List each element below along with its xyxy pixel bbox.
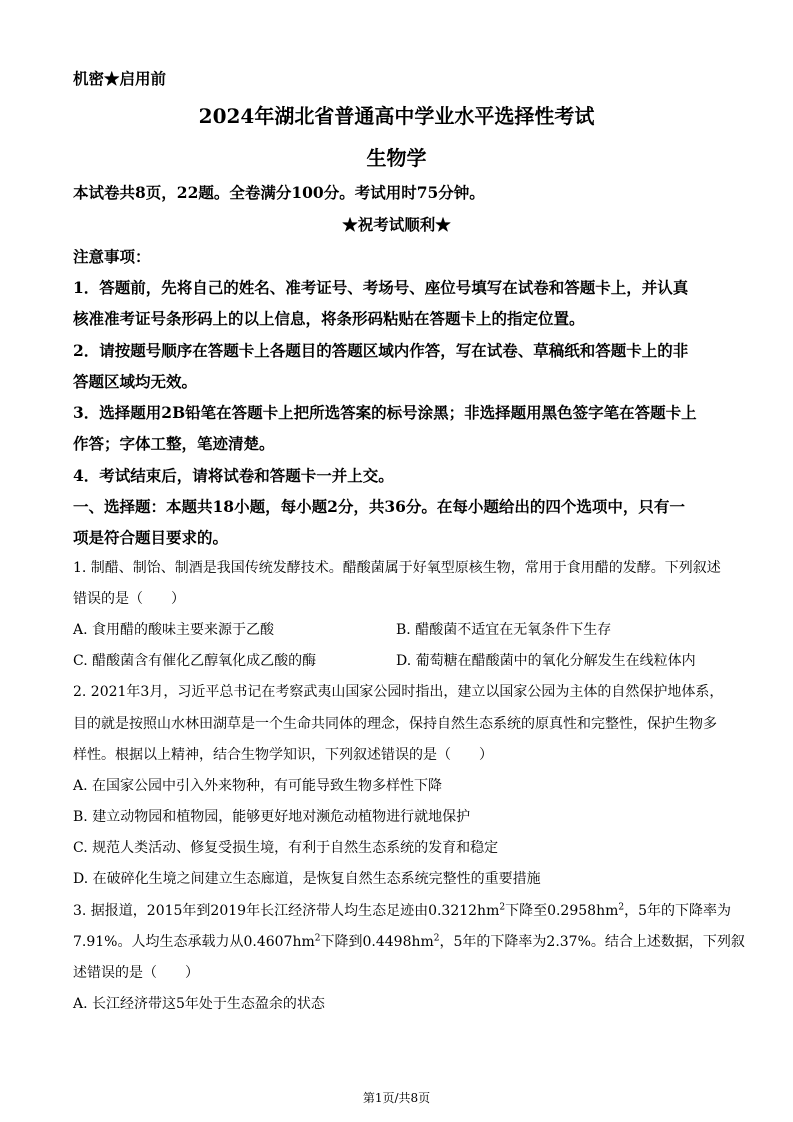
question-1-option-c: C. 醋酸菌含有催化乙醇氧化成乙酸的酶 xyxy=(73,653,317,669)
notice-item-3: 3．选择题用2B铅笔在答题卡上把所选答案的标号涂黑；非选择题用黑色签字笔在答题卡上 xyxy=(73,403,697,422)
q3-text-1: 3. 据报道，2015年到2019年长江经济带人均生态足迹由0.3212hm xyxy=(73,903,500,919)
question-3-stem-cont xyxy=(73,931,745,951)
superscript-2: 2 xyxy=(499,902,506,913)
question-2-stem: 2. 2021年3月，习近平总书记在考察武夷山国家公园时指出，建立以国家公园为主体的自然保护地体系， xyxy=(73,684,724,700)
notice-item-2: 2．请按题号顺序在答题卡上各题目的答题区域内作答，写在试卷、草稿纸和答题卡上的非 xyxy=(73,341,689,360)
question-1-stem: 1. 制醋、制饴、制酒是我国传统发酵技术。醋酸菌属于好氧型原核生物，常用于食用醋的发酵。下列叙述 xyxy=(73,560,721,576)
question-1-option-b: B. 醋酸菌不适宜在无氧条件下生存 xyxy=(396,622,612,638)
notice-item-4: 4．考试结束后，请将试卷和答题卡一并上交。 xyxy=(73,466,394,485)
confidential-label: 机密★启用前 xyxy=(73,69,167,88)
q3-text-4: 7.91%。人均生态承载力从0.4607hm xyxy=(73,934,315,950)
superscript-2: 2 xyxy=(618,902,625,913)
question-2-option-d: D. 在破碎化生境之间建立生态廊道，是恢复自然生态系统完整性的重要措施 xyxy=(73,871,541,887)
question-1-stem-cont: 错误的是（ ） xyxy=(73,591,185,607)
page-footer: 第1页/共8页 xyxy=(362,1091,431,1105)
section-heading: 一、选择题：本题共18小题，每小题2分，共36分。在每小题给出的四个选项中，只有一 xyxy=(73,497,685,516)
good-luck-line: ★祝考试顺利★ xyxy=(342,215,451,234)
question-3-option-a: A. 长江经济带这5年处于生态盈余的状态 xyxy=(73,996,325,1012)
question-1-option-a: A. 食用醋的酸味主要来源于乙酸 xyxy=(73,622,275,638)
question-2-option-b: B. 建立动物园和植物园，能够更好地对濒危动植物进行就地保护 xyxy=(73,809,471,825)
q3-text-6: ，5年的下降率为2.37%。结合上述数据，下列叙 xyxy=(439,934,745,950)
notice-item-1-cont: 核准准考证号条形码上的以上信息，将条形码粘贴在答题卡上的指定位置。 xyxy=(73,309,585,328)
superscript-2: 2 xyxy=(314,933,321,944)
q3-text-5: 下降到0.4498hm xyxy=(320,934,434,950)
superscript-2: 2 xyxy=(433,933,440,944)
question-2-stem-cont: 目的就是按照山水林田湖草是一个生命共同体的理念，保持自然生态系统的原真性和完整性，保护生物多 xyxy=(73,716,717,732)
notice-item-2-cont: 答题区域均无效。 xyxy=(73,372,198,391)
question-3-stem xyxy=(73,900,731,920)
question-2-option-a: A. 在国家公园中引入外来物种，有可能导致生物多样性下降 xyxy=(73,778,443,794)
notice-item-3-cont: 作答；字体工整，笔迹清楚。 xyxy=(73,434,275,453)
exam-info: 本试卷共8页，22题。全卷满分100分。考试用时75分钟。 xyxy=(73,183,485,202)
subject-title: 生物学 xyxy=(366,146,427,170)
section-heading-cont: 项是符合题目要求的。 xyxy=(73,528,229,547)
q3-text-3: ，5年的下降率为 xyxy=(624,903,732,919)
exam-title: 2024年湖北省普通高中学业水平选择性考试 xyxy=(198,104,595,128)
notice-heading: 注意事项： xyxy=(73,247,151,266)
notice-item-1: 1．答题前，先将自己的姓名、准考证号、考场号、座位号填写在试卷和答题卡上，并认真 xyxy=(73,278,689,297)
question-2-stem-cont2: 样性。根据以上精神，结合生物学知识，下列叙述错误的是（ ） xyxy=(73,747,493,763)
q3-text-2: 下降至0.2958hm xyxy=(505,903,619,919)
question-1-option-d: D. 葡萄糖在醋酸菌中的氧化分解发生在线粒体内 xyxy=(396,653,696,669)
question-2-option-c: C. 规范人类活动、修复受损生境，有利于自然生态系统的发育和稳定 xyxy=(73,840,499,856)
question-3-stem-cont2: 述错误的是（ ） xyxy=(73,965,199,981)
